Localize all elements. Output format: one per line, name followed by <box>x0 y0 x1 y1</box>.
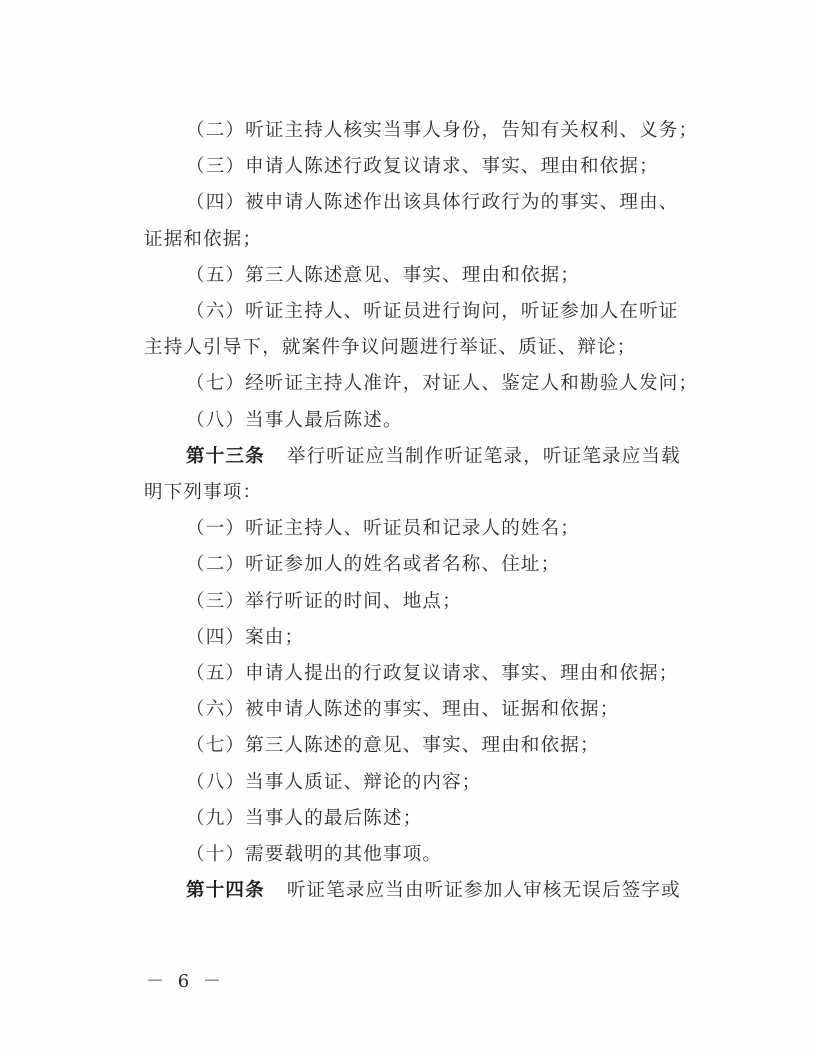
article-title: 第十三条 <box>186 445 265 467</box>
line-text: 主持人引导下，就案件争议问题进行举证、质证、辩论； <box>144 337 637 359</box>
paragraph-line <box>186 515 580 542</box>
paragraph-line <box>186 407 403 434</box>
paragraph-line <box>186 769 482 796</box>
line-text: （四）案由； <box>186 626 305 648</box>
paragraph-line <box>186 588 462 615</box>
paragraph-line <box>186 298 679 325</box>
line-text: （十）需要载明的其他事项。 <box>186 844 443 865</box>
line-text: （一）听证主持人、听证员和记录人的姓名； <box>186 518 581 540</box>
paragraph-line <box>144 334 637 361</box>
line-text: （八）当事人最后陈述。 <box>186 409 403 431</box>
line-text: （六）被申请人陈述的事实、理由、证据和依据； <box>186 699 620 721</box>
line-text: 证据和依据； <box>144 228 263 250</box>
paragraph-line <box>186 841 442 868</box>
line-text: 听证笔录应当由听证参加人审核无误后签字或 <box>286 880 681 902</box>
paragraph-line <box>186 370 698 397</box>
line-text: 举行听证应当制作听证笔录，听证笔录应当载 <box>286 445 681 467</box>
article-title: 第十四条 <box>186 880 265 902</box>
line-text: 明下列事项： <box>144 482 263 503</box>
line-text: （七）经听证主持人准许，对证人、鉴定人和勘验人发问； <box>186 373 699 395</box>
paragraph-line <box>186 117 698 144</box>
paragraph-line <box>186 551 560 578</box>
line-text: （七）第三人陈述的意见、事实、理由和依据； <box>186 735 600 757</box>
line-text: （三）申请人陈述行政复议请求、事实、理由和依据； <box>186 156 659 178</box>
paragraph-line <box>186 262 580 289</box>
line-text: （八）当事人质证、辩论的内容； <box>186 771 482 793</box>
paragraph-line <box>186 696 619 723</box>
page-number: － 6 － <box>146 971 225 992</box>
line-text: （五）第三人陈述意见、事实、理由和依据； <box>186 264 581 286</box>
paragraph-line <box>144 479 262 506</box>
paragraph-line <box>144 226 262 253</box>
line-text: （六）听证主持人、听证员进行询问，听证参加人在听证 <box>186 301 679 322</box>
line-text: （二）听证主持人核实当事人身份，告知有关权利、义务； <box>186 120 699 141</box>
paragraph-line <box>186 189 679 216</box>
line-text: （三）举行听证的时间、地点； <box>186 590 462 612</box>
paragraph-line <box>186 805 422 832</box>
line-text: （五）申请人提出的行政复议请求、事实、理由和依据； <box>186 663 679 684</box>
article-paragraph-line <box>186 443 681 470</box>
line-text: （二）听证参加人的姓名或者名称、住址； <box>186 554 561 576</box>
line-text: （四）被申请人陈述作出该具体行政行为的事实、理由、 <box>186 192 679 214</box>
line-text: （九）当事人的最后陈述； <box>186 807 423 829</box>
paragraph-line <box>186 624 304 651</box>
paragraph-line <box>186 153 659 180</box>
article-paragraph-line <box>186 877 681 904</box>
paragraph-line <box>186 660 679 687</box>
paragraph-line <box>186 732 600 759</box>
